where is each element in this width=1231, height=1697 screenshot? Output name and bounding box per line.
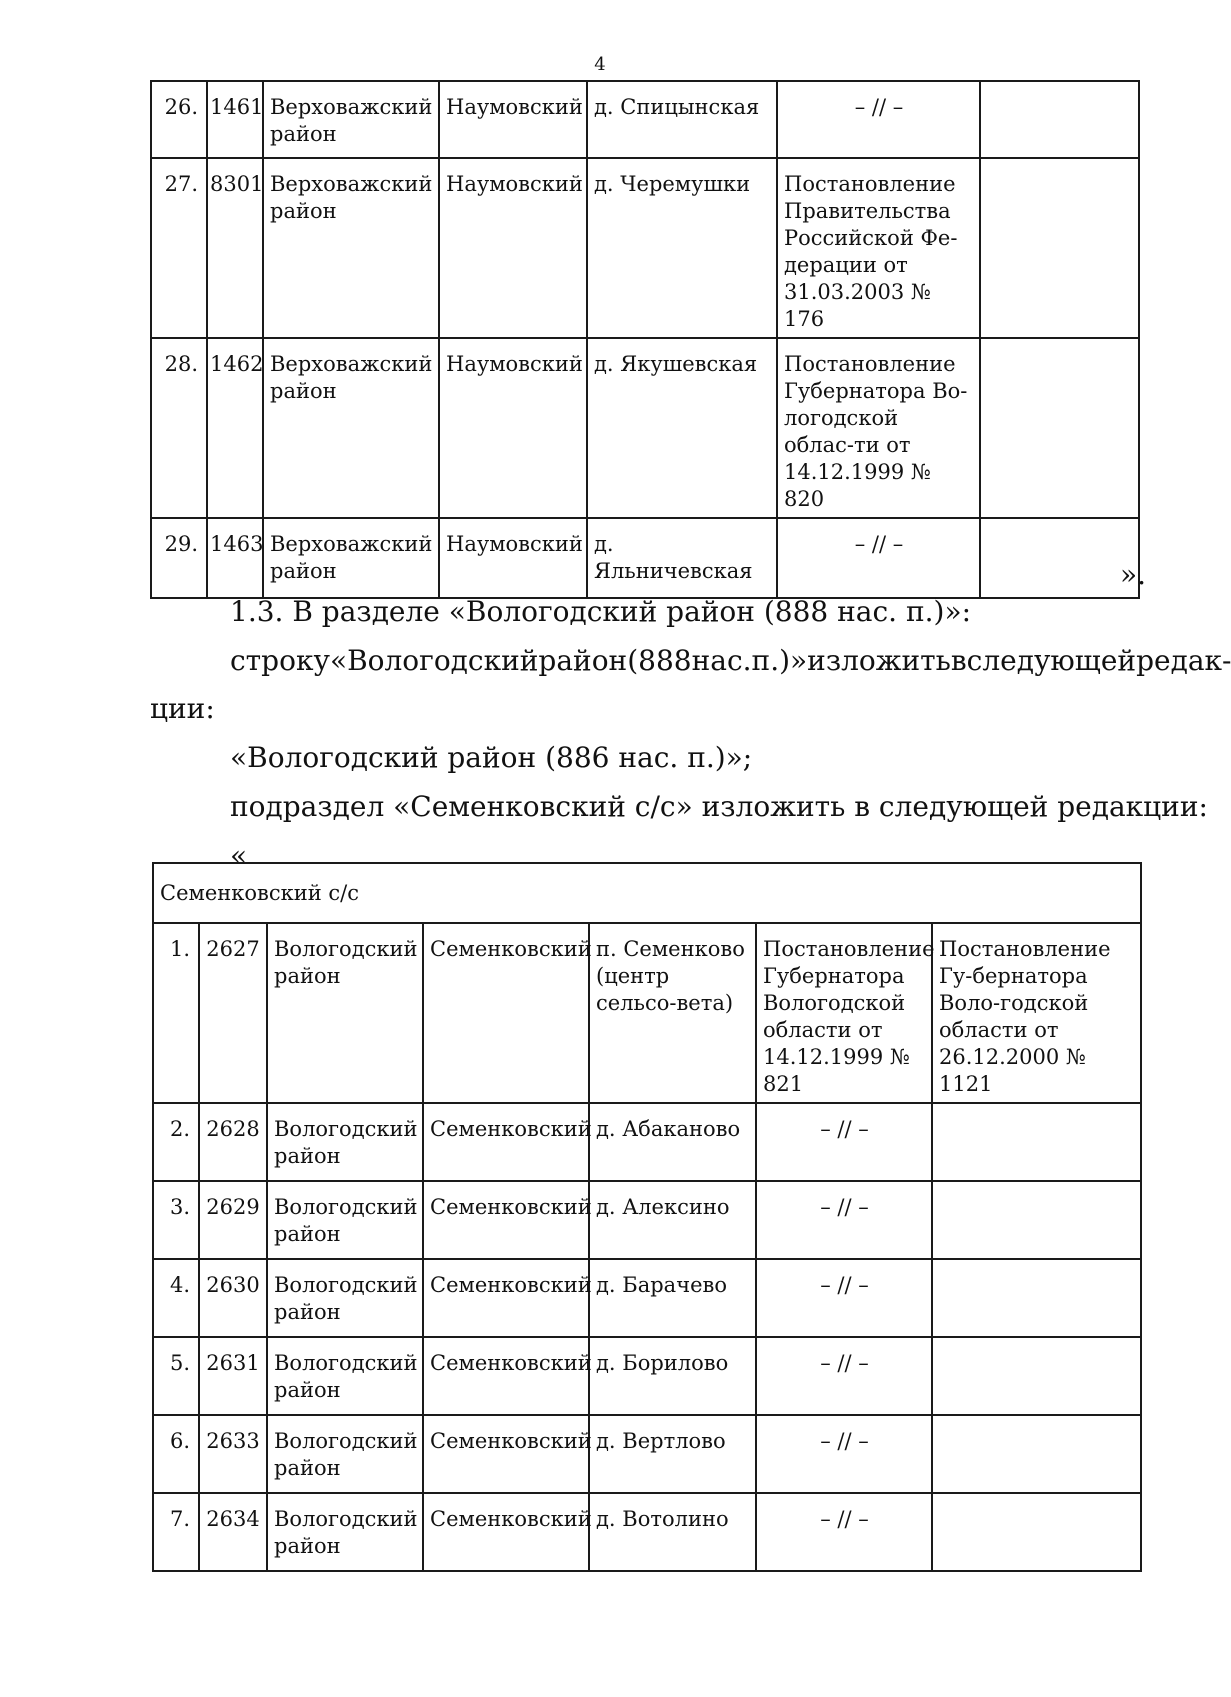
page-number: 4 (594, 54, 606, 75)
settlement-code: 1463 (207, 518, 263, 598)
council-cell: Наумовский (439, 81, 587, 158)
district-cell: Вологодский район (267, 1493, 423, 1571)
table-row (153, 1259, 1141, 1337)
settlement-cell: д. Яльничевская (587, 518, 777, 598)
word: изложить (807, 644, 951, 677)
district-cell: Вологодский район (267, 1181, 423, 1259)
row-number: 29. (151, 518, 207, 598)
district-cell: Верховажский район (263, 158, 439, 338)
settlement-cell: д. Барачево (589, 1259, 756, 1337)
row-number: 5. (153, 1337, 199, 1415)
section-title: Семенковский с/с (153, 863, 1141, 923)
closing-quote: ». (1120, 558, 1147, 591)
word: строку (230, 644, 330, 677)
document-cell-2 (932, 1181, 1141, 1259)
council-cell: Наумовский (439, 518, 587, 598)
row-number: 1. (153, 923, 199, 1103)
table-row (153, 1493, 1141, 1571)
settlement-cell: д. Черемушки (587, 158, 777, 338)
settlement-code: 2628 (199, 1103, 267, 1181)
district-cell: Верховажский район (263, 81, 439, 158)
amendment-paragraph-justified (230, 644, 1231, 678)
settlement-cell: д. Вертлово (589, 1415, 756, 1493)
document-cell: Постановление Губернатора Вологодской области от 14.12.1999 № 821 (756, 923, 932, 1103)
settlement-cell: п. Семенково (центр сельсо-вета) (589, 923, 756, 1103)
table-row (151, 81, 1139, 158)
document-cell: – // – (777, 81, 980, 158)
row-number: 3. (153, 1181, 199, 1259)
document-cell: – // – (756, 1415, 932, 1493)
document-cell-2 (932, 1337, 1141, 1415)
table-row (151, 518, 1139, 598)
council-cell: Наумовский (439, 158, 587, 338)
settlement-cell: д. Борилово (589, 1337, 756, 1415)
word: п.)» (751, 644, 808, 677)
word: в (950, 644, 967, 677)
row-number: 7. (153, 1493, 199, 1571)
district-cell: Верховажский район (263, 518, 439, 598)
word: «Вологодский (329, 644, 539, 677)
settlement-code: 2634 (199, 1493, 267, 1571)
document-cell-2: Постановление Гу-бернатора Воло-годской области от 26.12.2000 № 1121 (932, 923, 1141, 1103)
document-cell: – // – (756, 1181, 932, 1259)
settlement-cell: д. Спицынская (587, 81, 777, 158)
council-cell: Семенковский (423, 1337, 589, 1415)
row-number: 28. (151, 338, 207, 518)
document-cell: – // – (756, 1493, 932, 1571)
table-row (151, 338, 1139, 518)
word: редак- (1136, 644, 1231, 677)
opening-quote: « (230, 839, 248, 872)
word: (888 (627, 644, 692, 677)
settlements-table-semenkovsky (152, 862, 1142, 1572)
table-row (153, 1337, 1141, 1415)
table-row (153, 1415, 1141, 1493)
table-row (153, 923, 1141, 1103)
district-cell: Верховажский район (263, 338, 439, 518)
row-number: 4. (153, 1259, 199, 1337)
settlement-code: 1461 (207, 81, 263, 158)
settlement-cell: д. Алексино (589, 1181, 756, 1259)
table-row (153, 1181, 1141, 1259)
council-cell: Семенковский (423, 1415, 589, 1493)
settlement-code: 1462 (207, 338, 263, 518)
district-cell: Вологодский район (267, 1337, 423, 1415)
paragraph-continuation: ции: (150, 692, 215, 725)
document-cell-2 (980, 81, 1139, 158)
district-cell: Вологодский район (267, 1259, 423, 1337)
document-cell-2 (980, 518, 1139, 598)
document-cell-2 (980, 338, 1139, 518)
settlement-code: 2630 (199, 1259, 267, 1337)
row-number: 26. (151, 81, 207, 158)
document-cell-2 (932, 1259, 1141, 1337)
row-number: 27. (151, 158, 207, 338)
document-cell: – // – (756, 1337, 932, 1415)
section-header-row (153, 863, 1141, 923)
settlement-cell: д. Абаканово (589, 1103, 756, 1181)
council-cell: Семенковский (423, 1259, 589, 1337)
settlement-code: 2631 (199, 1337, 267, 1415)
row-number: 2. (153, 1103, 199, 1181)
settlement-code: 2629 (199, 1181, 267, 1259)
word: следующей (966, 644, 1137, 677)
document-cell: – // – (756, 1259, 932, 1337)
document-cell-2 (932, 1103, 1141, 1181)
settlements-table-verkhovazhsky (150, 80, 1140, 599)
district-cell: Вологодский район (267, 1103, 423, 1181)
table-row (151, 158, 1139, 338)
council-cell: Семенковский (423, 1493, 589, 1571)
settlement-code: 2633 (199, 1415, 267, 1493)
amendment-paragraph: 1.3. В разделе «Вологодский район (888 нас. п.)»: (230, 595, 972, 628)
document-cell-2 (932, 1415, 1141, 1493)
council-cell: Семенковский (423, 1103, 589, 1181)
settlement-cell: д. Вотолино (589, 1493, 756, 1571)
row-number: 6. (153, 1415, 199, 1493)
document-cell: Постановление Правительства Российской Фе-дерации от 31.03.2003 № 176 (777, 158, 980, 338)
district-cell: Вологодский район (267, 923, 423, 1103)
document-cell-2 (980, 158, 1139, 338)
document-cell-2 (932, 1493, 1141, 1571)
document-cell: – // – (756, 1103, 932, 1181)
settlement-cell: д. Якушевская (587, 338, 777, 518)
new-wording-line: «Вологодский район (886 нас. п.)»; (230, 741, 753, 774)
settlement-code: 2627 (199, 923, 267, 1103)
amendment-paragraph: подраздел «Семенковский с/с» изложить в следующей редакции: (230, 790, 1208, 823)
document-cell: – // – (777, 518, 980, 598)
district-cell: Вологодский район (267, 1415, 423, 1493)
word: район (538, 644, 628, 677)
council-cell: Семенковский (423, 923, 589, 1103)
settlement-code: 8301 (207, 158, 263, 338)
word: нас. (691, 644, 752, 677)
table-row (153, 1103, 1141, 1181)
council-cell: Семенковский (423, 1181, 589, 1259)
council-cell: Наумовский (439, 338, 587, 518)
document-cell: Постановление Губернатора Во-логодской облас-ти от 14.12.1999 № 820 (777, 338, 980, 518)
